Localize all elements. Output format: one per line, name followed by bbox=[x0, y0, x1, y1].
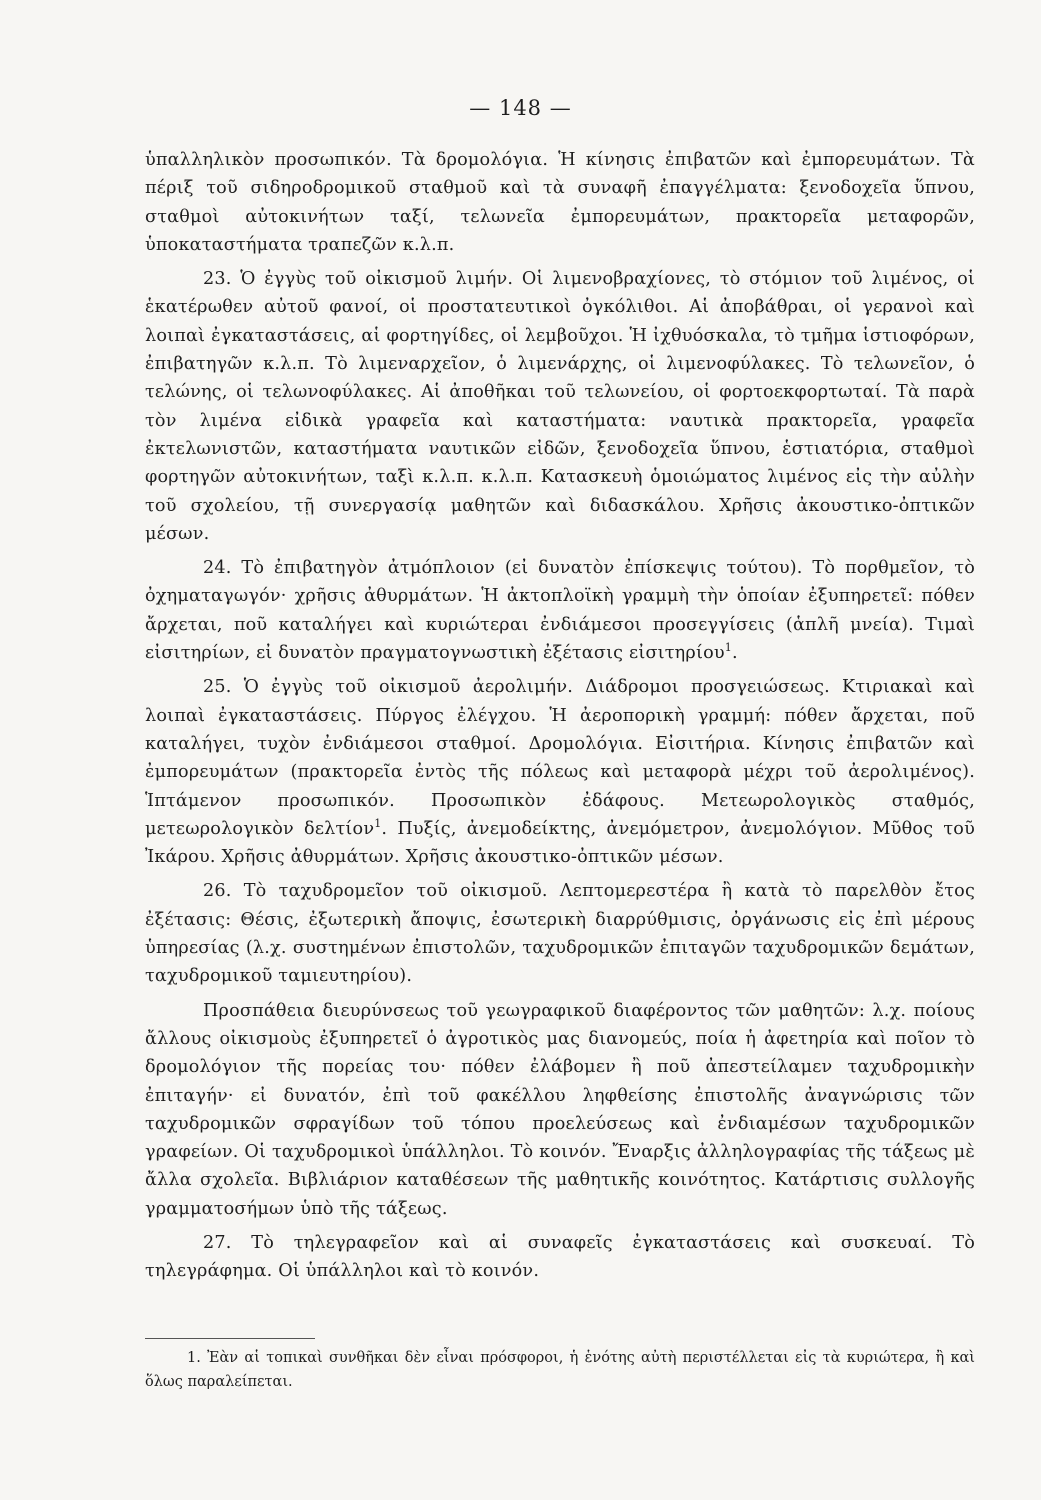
paragraph-text: 23. Ὁ ἐγγὺς τοῦ οἰκισμοῦ λιμήν. Οἱ λιμενοβραχίονες, τὸ στόμιον τοῦ λιμένος, οἱ ἑκατέρωθεν αὐτοῦ φανοί, οἱ προστατευτικοὶ ὀγκόλιθοι. Αἱ ἀποβάθραι, οἱ γερανοὶ καὶ λοιπαὶ ἐγκαταστάσεις, αἱ φορτηγίδες, οἱ λεμβοῦχοι. Ἡ ἰχθυόσκαλα, τὸ τμῆμα ἱστιοφόρων, ἐπιβατηγῶν κ.λ.π. Τὸ λιμεναρχεῖον, ὁ λιμενάρχης, οἱ λιμενοφύλακες. Τὸ τελωνεῖον, ὁ τελώνης, οἱ τελωνοφύλακες. Αἱ ἀποθῆκαι τοῦ τελωνείου, οἱ φορτοεκφορτωταί. Τὰ παρὰ τὸν λιμένα εἰδικὰ γραφεῖα καὶ καταστήματα: ναυτικὰ πρακτορεῖα, γραφεῖα ἐκτελωνιστῶν, καταστήματα ναυτικῶν εἰδῶν, ξενοδοχεῖα ὕπνου, ἑστιατόρια, σταθμοὶ φορτηγῶν αὐτοκινήτων, ταξὶ κ.λ.π. κ.λ.π. Κατασκευὴ ὁμοιώματος λιμένος εἰς τὴν αὐλὴν τοῦ σχολείου, τῇ συνεργασίᾳ μαθητῶν καὶ διδασκάλου. Χρῆσις ἀκουστικο-ὀπτικῶν μέσων. bbox=[145, 269, 975, 544]
paragraph-text: ὑπαλληλικὸν προσωπικόν. Τὰ δρομολόγια. Ἡ κίνησις ἐπιβατῶν καὶ ἐμπορευμάτων. Τὰ πέριξ τοῦ σιδηροδρομικοῦ σταθμοῦ καὶ τὰ συναφῆ ἐπαγγέλματα: ξενοδοχεῖα ὕπνου, σταθμοὶ αὐτοκινήτων ταξί, τελωνεῖα ἐμπορευμάτων, πρακτορεῖα μεταφορῶν, ὑποκαταστήματα τραπεζῶν κ.λ.π. bbox=[145, 150, 975, 255]
paragraph-section-24 bbox=[145, 554, 975, 667]
paragraph-text: Προσπάθεια διευρύνσεως τοῦ γεωγραφικοῦ διαφέροντος τῶν μαθητῶν: λ.χ. ποίους ἄλλους οἰκισμοὺς ἐξυπηρετεῖ ὁ ἀγροτικὸς μας διανομεύς, ποία ἡ ἀφετηρία καὶ ποῖον τὸ δρομολόγιον τῆς πορείας του· πόθεν ἐλάβομεν ἢ ποῦ ἀπεστείλαμεν ταχυδρομικὴν ἐπιταγήν· εἰ δυνατόν, ἐπὶ τοῦ φακέλλου ληφθείσης ἐπιστολῆς ἀναγνώρισις τῶν ταχυδρομικῶν σφραγίδων τοῦ τόπου προελεύσεως καὶ ἐνδιαμέσων ταχυδρομικῶν γραφείων. Οἱ ταχυδρομικοὶ ὑπάλληλοι. Τὸ κοινόν. Ἔναρξις ἀλληλογραφίας τῆς τάξεως μὲ ἄλλα σχολεῖα. Βιβλιάριον καταθέσεων τῆς μαθητικῆς κοινότητος. Κατάρτισις συλλογῆς γραμματοσήμων ὑπὸ τῆς τάξεως. bbox=[145, 1000, 975, 1219]
footnote-marker: 1 bbox=[724, 641, 732, 655]
paragraph-text: 27. Τὸ τηλεγραφεῖον καὶ αἱ συναφεῖς ἐγκαταστάσεις καὶ συσκευαί. Τὸ τηλεγράφημα. Οἱ ὑπάλληλοι καὶ τὸ κοινόν. bbox=[145, 1232, 975, 1282]
paragraph-intro bbox=[145, 146, 975, 259]
footnote: 1. Ἐὰν αἱ τοπικαὶ συνθῆκαι δὲν εἶναι πρόσφοροι, ἡ ἑνότης αὐτὴ περιστέλλεται εἰς τὰ κυριώτερα, ἢ καὶ ὅλως παραλείπεται. bbox=[145, 1350, 975, 1390]
paragraph-section-25 bbox=[145, 673, 975, 871]
footnote-divider bbox=[145, 1338, 315, 1339]
paragraph-section-26 bbox=[145, 877, 975, 990]
page-number: — 148 — bbox=[469, 96, 572, 120]
paragraph-tail: . Πυξίς, ἀνεμοδείκτης, ἀνεμόμετρον, ἀνεμολόγιον. Μῦθος τοῦ Ἰκάρου. Χρῆσις ἀθυρμάτων. Χρῆσις ἀκουστικο-ὀπτικῶν μέσων. bbox=[145, 818, 975, 868]
paragraph-text: 25. Ὁ ἐγγὺς τοῦ οἰκισμοῦ ἀερολιμήν. Διάδρομοι προσγειώσεως. Κτιριακαὶ καὶ λοιπαὶ ἐγκαταστάσεις. Πύργος ἐλέγχου. Ἡ ἀεροπορικὴ γραμμή: πόθεν ἄρχεται, ποῦ καταλήγει, τυχὸν ἐνδιάμεσοι σταθμοί. Δρομολόγια. Εἰσιτήρια. Κίνησις ἐπιβατῶν καὶ ἐμπορευμάτων (πρακτορεῖα ἐντὸς τῆς πόλεως καὶ μεταφορὰ μέχρι τοῦ ἀερολιμένος). Ἱπτάμενον προσωπικόν. Προσωπικὸν ἐδάφους. Μετεωρολογικὸς σταθμός, μετεωρολογικὸν δελτίον bbox=[145, 677, 975, 839]
footnote-marker: 1 bbox=[374, 816, 382, 830]
paragraph-section-27 bbox=[145, 1229, 975, 1286]
paragraph-text: 26. Τὸ ταχυδρομεῖον τοῦ οἰκισμοῦ. Λεπτομερεστέρα ἢ κατὰ τὸ παρελθὸν ἔτος ἐξέτασις: Θέσις, ἐξωτερικὴ ἄποψις, ἐσωτερικὴ διαρρύθμισις, ὀργάνωσις εἰς ἐπὶ μέρους ὑπηρεσίας (λ.χ. συστημένων ἐπιστολῶν, ταχυδρομικῶν ἐπιταγῶν ταχυδρομικῶν δεμάτων, ταχυδρομικοῦ ταμιευτηρίου). bbox=[145, 881, 975, 987]
paragraph-text: 24. Τὸ ἐπιβατηγὸν ἀτμόπλοιον (εἰ δυνατὸν ἐπίσκεψις τούτου). Τὸ πορθμεῖον, τὸ ὀχηματαγωγόν· χρῆσις ἀθυρμάτων. Ἡ ἀκτοπλοϊκὴ γραμμὴ τὴν ὁποίαν ἐξυπηρετεῖ: πόθεν ἄρχεται, ποῦ καταλήγει καὶ κυριώτεραι ἐνδιάμεσοι προσεγγίσεις (ἁπλῆ μνεία). Τιμαὶ εἰσιτηρίων, εἰ δυνατὸν πραγματογνωστικὴ ἐξέτασις εἰσιτηρίου bbox=[145, 558, 975, 664]
paragraph-section-26-continued bbox=[145, 997, 975, 1223]
paragraph-tail: . bbox=[731, 643, 738, 664]
body-text bbox=[145, 146, 975, 1292]
paragraph-section-23 bbox=[145, 265, 975, 548]
